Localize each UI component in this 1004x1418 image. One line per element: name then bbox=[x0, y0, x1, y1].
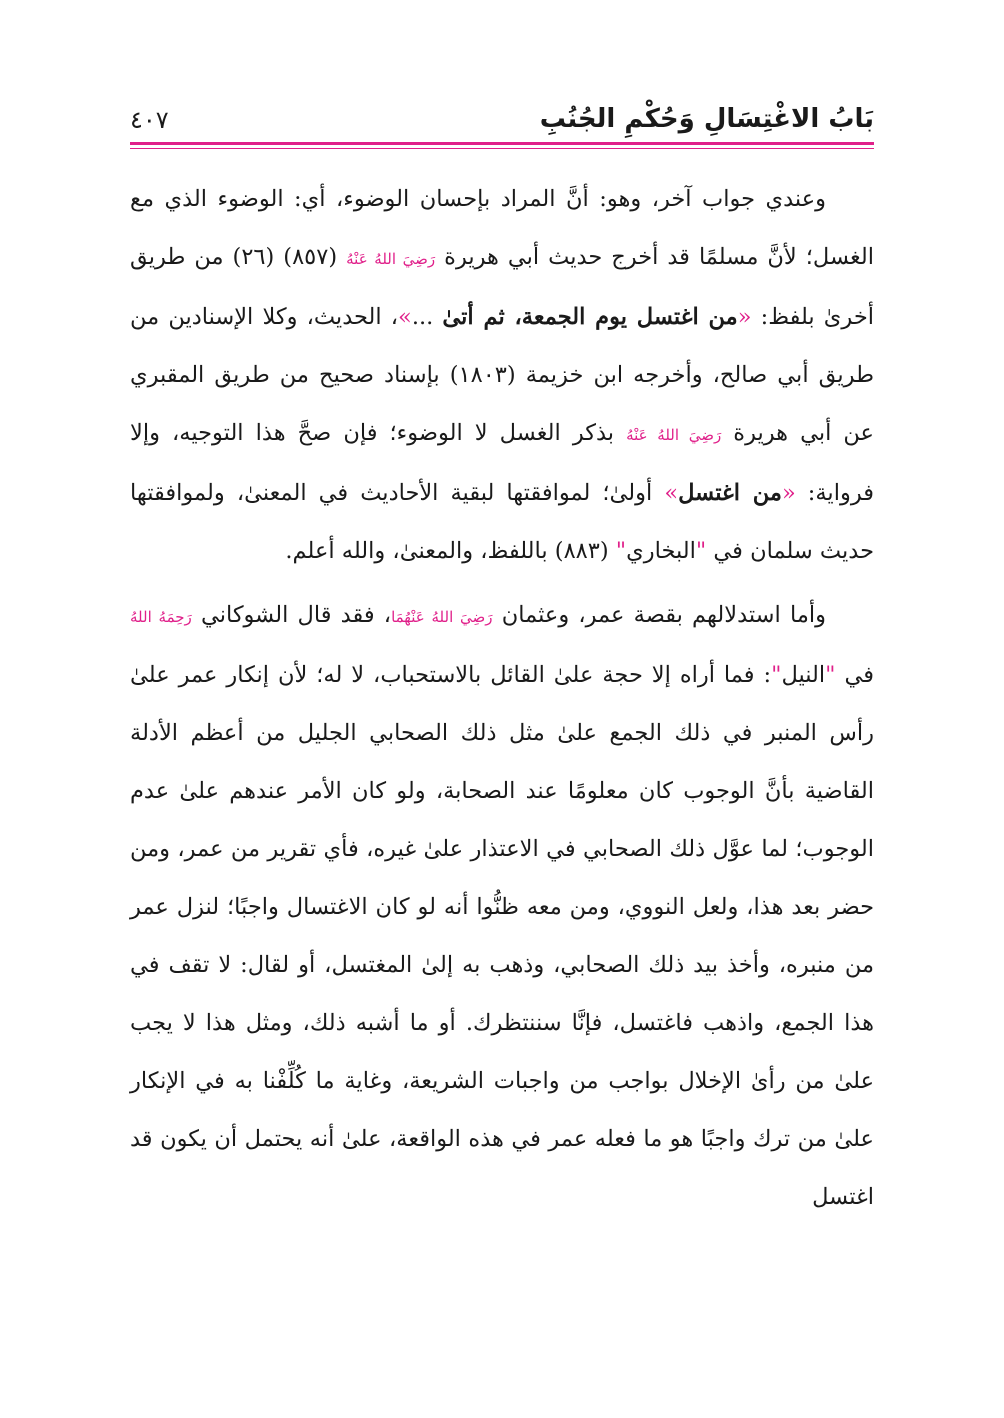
quote-close: » bbox=[664, 480, 679, 506]
quote-open: « bbox=[737, 304, 752, 330]
quote-open: « bbox=[781, 480, 796, 506]
body-text bbox=[130, 170, 874, 1226]
chapter-title: بَابُ الاغْتِسَالِ وَحُكْمِ الجُنُبِ bbox=[539, 104, 874, 134]
quote-open: " bbox=[695, 538, 707, 564]
quote-open: " bbox=[825, 662, 836, 688]
text-segment: (٨٥٧) (٢٦) من طريق أخرىٰ بلفظ: bbox=[130, 244, 874, 330]
page-number: ٤٠٧ bbox=[130, 106, 169, 134]
text-segment: : فما أراه إلا حجة علىٰ القائل بالاستحباب، لا له؛ لأن إنكار عمر علىٰ رأس المنبر في ذلك الجمع علىٰ مثل ذلك الصحابي الجليل من أعظم الأدلة القاضية بأنَّ الوجوب كان معلومًا عند الصحابة، ولو كان الأمر عندهم علىٰ عدم الوجوب؛ لما عوَّل ذلك الصحابي في الاعتذار علىٰ غيره، فأي تقرير من عمر، ومن حضر بعد هذا، ولعل النووي، ومن معه ظنُّوا أنه لو كان الاغتسال واجبًا؛ لنزل عمر من منبره، وأخذ بيد ذلك الصحابي، وذهب به إلىٰ المغتسل، أو لقال: لا تقف في هذا الجمع، واذهب فاغتسل، فإنَّا سننتظرك. أو ما أشبه ذلك، ومثل هذا لا يجب علىٰ من رأىٰ الإخلال بواجب من واجبات الشريعة، وغاية ما كُلِّفْنا به في الإنكار علىٰ من ترك واجبًا هو ما فعله عمر في هذه الواقعة، علىٰ أنه يحتمل أن يكون قد اغتسل bbox=[130, 662, 874, 1210]
text-segment: وعندي جواب آخر، وهو: أنَّ المراد بإحسان الوضوء، أي: الوضوء الذي مع الغسل؛ لأنَّ مسلمًا قد أخرج حديث أبي هريرة bbox=[130, 186, 874, 270]
header-rule-thin bbox=[130, 148, 874, 149]
honorific-glyph: رَضِيَ اللهُ عَنْهُ bbox=[626, 426, 722, 444]
page-header bbox=[130, 96, 874, 142]
text-segment: أولىٰ؛ لموافقتها لبقية الأحاديث في المعنىٰ، ولموافقتها حديث سلمان في bbox=[130, 480, 874, 564]
paragraph-2 bbox=[130, 586, 874, 1226]
text-segment: وأما استدلالهم بقصة عمر، وعثمان bbox=[492, 602, 826, 628]
text-segment: ، الحديث، وكلا الإسنادين من طريق أبي صالح، وأخرجه ابن خزيمة (١٨٠٣) بإسناد صحيح من طريق المقبري عن أبي هريرة bbox=[130, 304, 874, 446]
header-rule-thick bbox=[130, 142, 874, 145]
book-title: النيل bbox=[781, 662, 826, 688]
hadith-quote: من اغتسل bbox=[678, 480, 782, 506]
text-segment: في bbox=[835, 662, 874, 688]
paragraph-1 bbox=[130, 170, 874, 580]
book-title: البخاري bbox=[626, 538, 696, 564]
hadith-quote: من اغتسل يوم الجمعة، ثم أتىٰ bbox=[442, 304, 738, 330]
honorific-glyph: رَضِيَ اللهُ عَنْهُ bbox=[346, 250, 436, 268]
text-segment: (٨٨٣) باللفظ، والمعنىٰ، والله أعلم. bbox=[285, 538, 616, 564]
text-segment: بذكر الغسل لا الوضوء؛ فإن صحَّ هذا التوجيه، وإلا فرواية: bbox=[130, 420, 874, 506]
quote-close: » bbox=[398, 304, 412, 330]
text-segment: ، فقد قال الشوكاني bbox=[191, 602, 392, 628]
honorific-glyph: رَحِمَهُ اللهُ bbox=[130, 608, 192, 626]
quote-close: " bbox=[615, 538, 627, 564]
honorific-glyph: رَضِيَ اللهُ عَنْهُمَا bbox=[391, 608, 493, 626]
quote-close: " bbox=[771, 662, 782, 688]
text-segment: ... bbox=[411, 304, 443, 330]
